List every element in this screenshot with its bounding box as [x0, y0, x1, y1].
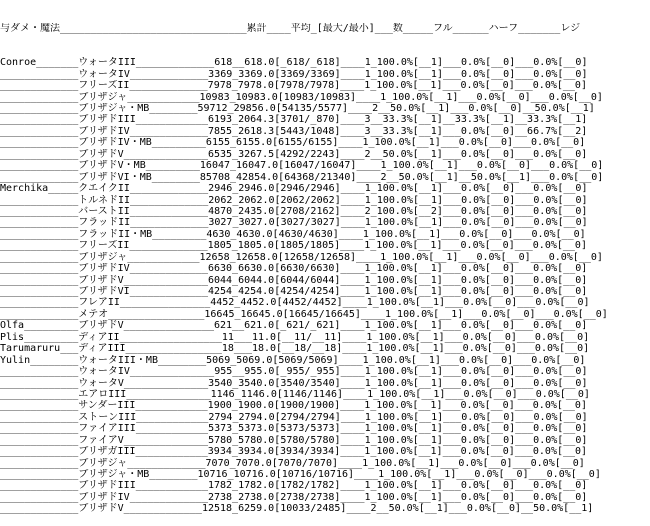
table-header: 与ダメ・魔法_______________________________累計____平均_[最大/最小]___数_____フル______ハーフ_______レジ: [0, 22, 581, 34]
table-row: Plis_________ディアII_________________11___11.0[__11/__11]____1_100.0%[__1]___0.0%[__0]___0.0%[__0]: [0, 331, 590, 343]
table-row: Conroe_______ウォータIII_____________618__618.0[_618/_618]____1_100.0%[__1]___0.0%[__0]___0.0%[__0]: [0, 57, 588, 69]
table-row: _____________フラッドII_____________3027_3027.0[3027/3027]____1_100.0%[__1]___0.0%[__0]___0.0%[__0]: [0, 217, 588, 229]
table-row: _____________ブリザドV・MB_________16047_16047.0[16047/16047]____1_100.0%[__1]___0.0%[__0]___0.0%[__0]: [0, 160, 604, 172]
table-row: Tarumaruru___ディアIII________________18___18.0[__18/__18]____1_100.0%[__1]___0.0%[__0]___0.0%[__0]: [0, 343, 590, 355]
table-row: _____________ブリザガIII____________3934_3934.0[3934/3934]____1_100.0%[__1]___0.0%[__0]___0.0%[__0]: [0, 446, 588, 458]
table-row: _____________ストーンIII____________2794_2794.0[2794/2794]____1_100.0%[__1]___0.0%[__0]___0.0%[__0]: [0, 411, 588, 423]
table-row: _____________ウォータIV______________955__955.0[_955/_955]____1_100.0%[__1]___0.0%[__0]___0.0%[__0]: [0, 366, 588, 378]
table-row: _____________フリーズII_____________7978_7978.0[7978/7978]____1_100.0%[__1]___0.0%[__0]___0.0%[__0]: [0, 80, 587, 92]
table-row: _____________フラッドII・MB_________4630_4630.0[4630/4630]____1_100.0%[__1]___0.0%[__0]___0.0%[__0]: [0, 228, 586, 240]
table-row: _____________ブリザドIV_____________2738_2738.0[2738/2738]____1_100.0%[__1]___0.0%[__0]___0.0%[__0]: [0, 491, 588, 503]
table-row: _____________ブリザジャ____________12658_12658.0[12658/12658]____1_100.0%[__1]___0.0%[__0]___0.0%[__0]: [0, 251, 603, 263]
table-row: _____________トルネドII_____________2062_2062.0[2062/2062]____1_100.0%[__1]___0.0%[__0]___0.0%[__0]: [0, 194, 588, 206]
table-row: _____________ブリザドIII____________1782_1782.0[1782/1782]____1_100.0%[__1]___0.0%[__0]___0.0%[__0]: [0, 480, 588, 492]
table-row: _____________ブリザドIV・MB_________6155_6155.0[6155/6155]____1_100.0%[__1]___0.0%[__0]___0.0%[__0]: [0, 137, 586, 149]
table-row: _____________ブリザジャ・MB________10716_10716.0[10716/10716]____1_100.0%[__1]___0.0%[__0]___0.0%[__0]: [0, 469, 601, 480]
table-row: _____________ブリザドV______________6044_6044.0[6044/6044]____1_100.0%[__1]___0.0%[__0]___0.0%[__0]: [0, 274, 588, 286]
table-row: _____________ブリザドV_____________12518_6259.0[10033/2485]____2__50.0%[__1]___0.0%[__0]__50.0%[__1]: [0, 503, 594, 515]
table-row: _____________フレアII_______________4452_4452.0[4452/4452]____1_100.0%[__1]___0.0%[__0]___0.0%[__0]: [0, 297, 590, 309]
table-row: _____________ファイアIII____________5373_5373.0[5373/5373]____1_100.0%[__1]___0.0%[__0]___0.0%[__0]: [0, 423, 588, 435]
table-row: _____________ブリザドIV_____________7855_2618.3[5443/1048]____3__33.3%[__1]___0.0%[__0]__66.7%[__2]: [0, 125, 588, 137]
table-row: _____________ブリザドIII____________6193_2064.3[3701/_870]____3__33.3%[__1]__33.3%[__1]__33.3%[__1]: [0, 114, 588, 126]
table-row: _____________ブリザジャ____________10983_10983.0[10983/10983]____1_100.0%[__1]___0.0%[__0]___0.0%[__0]: [0, 91, 603, 103]
table-row: Olfa_________ブリザドV_______________621__621.0[_621/_621]____1_100.0%[__1]___0.0%[__0]___0.0%[__0]: [0, 320, 588, 332]
table-row: _____________ブリザドVI・MB________85708_42854.0[64368/21340]____2__50.0%[__1]__50.0%[__1]___0.0%[__0]: [0, 171, 604, 183]
table-row: _____________メテオ________________16645_16645.0[16645/16645]____1_100.0%[__1]___0.0%[__0]___0.0%[__0]: [0, 308, 608, 320]
table-row: _____________ウォータIV_____________3369_3369.0[3369/3369]____1_100.0%[__1]___0.0%[__0]___0.0%[__0]: [0, 68, 588, 80]
table-row: Yulin________ウォータIII・MB________5069_5069.0[5069/5069]____1_100.0%[__1]___0.0%[__0]___0.0%[__0]: [0, 354, 586, 366]
table-row: _____________サンダーIII____________1900_1900.0[1900/1900]____1_100.0%[__1]___0.0%[__0]___0.0%[__0]: [0, 400, 587, 412]
table-row: Merchika_____クエイクII_____________2946_2946.0[2946/2946]____1_100.0%[__1]___0.0%[__0]___0.0%[__0]: [0, 183, 588, 195]
table-row: _____________ブリザドVI_____________4254_4254.0[4254/4254]____1_100.0%[__1]___0.0%[__0]___0.0%[__0]: [0, 286, 588, 297]
table-row: _____________バーストII_____________4870_2435.0[2708/2162]____2_100.0%[__2]___0.0%[__0]___0.0%[__0]: [0, 205, 588, 217]
table-row: _____________フリーズII_____________1805_1805.0[1805/1805]____1_100.0%[__1]___0.0%[__0]___0.0%[__0]: [0, 240, 587, 252]
table-row: _____________ウォータV______________3540_3540.0[3540/3540]____1_100.0%[__1]___0.0%[__0]___0.0%[__0]: [0, 377, 588, 389]
table-rows: [0, 57, 650, 515]
table-row: _____________ブリザドV______________6535_3267.5[4292/2243]____2__50.0%[__1]___0.0%[__0]___0.0%[__0]: [0, 148, 588, 160]
table-row: _____________ファイアV______________5780_5780.0[5780/5780]____1_100.0%[__1]___0.0%[__0]___0.0%[__0]: [0, 434, 588, 446]
table-row: _____________ブリザドIV_____________6630_6630.0[6630/6630]____1_100.0%[__1]___0.0%[__0]___0.0%[__0]: [0, 263, 588, 275]
table-row: _____________エアロIII______________1146_1146.0[1146/1146]____1_100.0%[__1]___0.0%[__0]___0.0%[__0]: [0, 388, 590, 400]
table-row: _____________ブリザジャ・MB________59712_29856.0[54135/5577]____2__50.0%[__1]___0.0%[__0]__50.0%[__1]: [0, 103, 595, 114]
table-row: _____________ブリザジャ_____________7070_7070.0[7070/7070]____1_100.0%[__1]___0.0%[__0]___0.0%[__0]: [0, 457, 585, 469]
